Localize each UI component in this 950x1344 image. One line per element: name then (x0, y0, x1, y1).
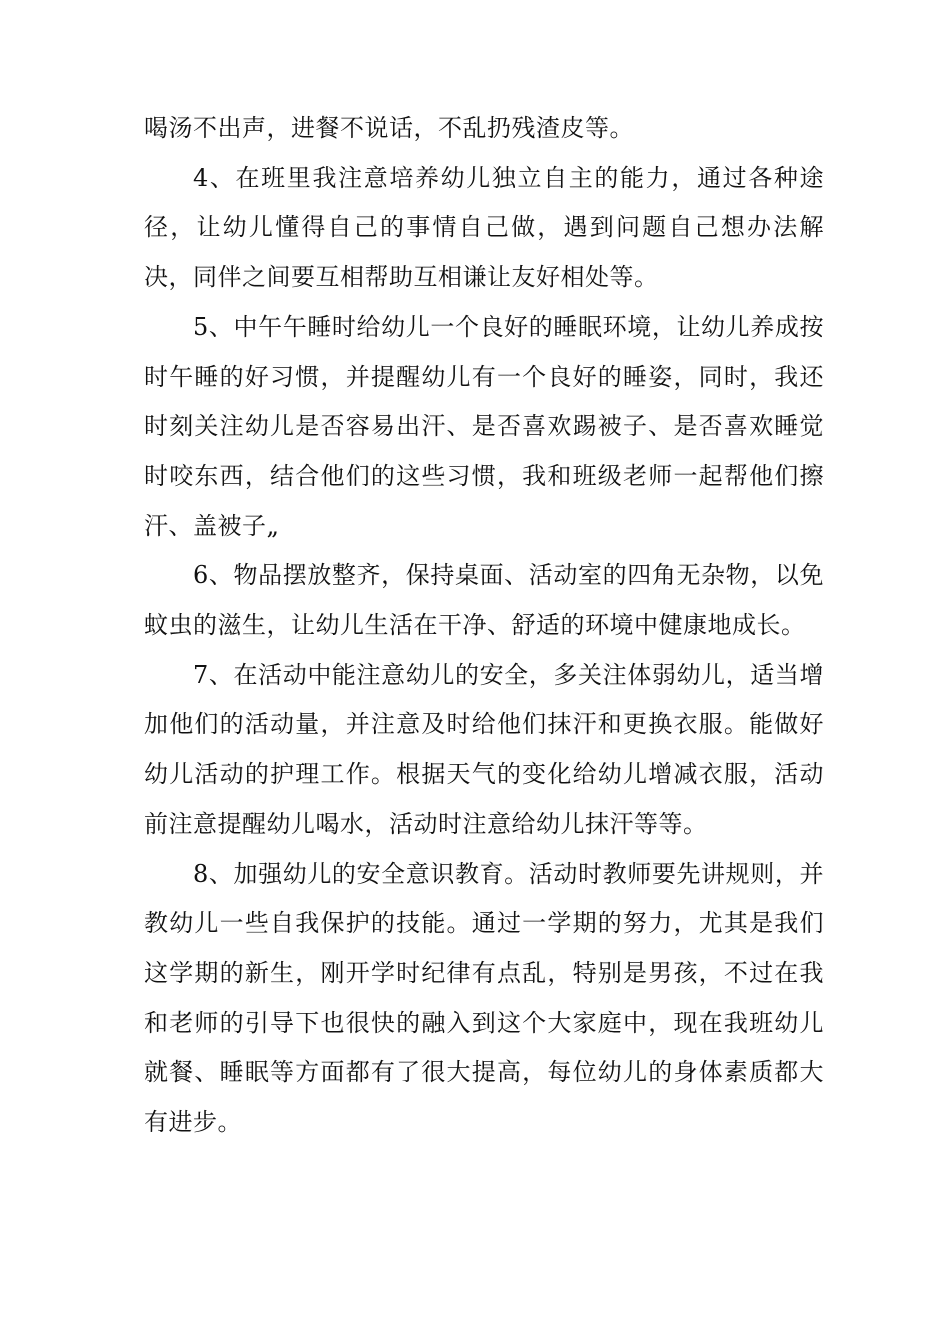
document-page (144, 104, 824, 1148)
paragraph-item-6: 6、物品摆放整齐，保持桌面、活动室的四角无杂物，以免蚊虫的滋生，让幼儿生活在干净、舒适的环境中健康地成长。 (144, 561, 824, 640)
paragraph-item-4: 4、在班里我注意培养幼儿独立自主的能力，通过各种途径，让幼儿懂得自己的事情自己做，遇到问题自己想办法解决，同伴之间要互相帮助互相谦让友好相处等。 (144, 163, 824, 292)
paragraph-item-8: 8、加强幼儿的安全意识教育。活动时教师要先讲规则，并教幼儿一些自我保护的技能。通过一学期的努力，尤其是我们这学期的新生，刚开学时纪律有点乱，特别是男孩，不过在我和老师的引导下也很快的融入到这个大家庭中，现在我班幼儿就餐、睡眠等方面都有了很大提高，每位幼儿的身体素质都大有进步。 (144, 859, 824, 1137)
paragraph-continued: 喝汤不出声，进餐不说话，不乱扔残渣皮等。 (144, 114, 634, 142)
paragraph-item-7: 7、在活动中能注意幼儿的安全，多关注体弱幼儿，适当增加他们的活动量，并注意及时给他们抹汗和更换衣服。能做好幼儿活动的护理工作。根据天气的变化给幼儿增减衣服，活动前注意提醒幼儿喝水，活动时注意给幼儿抹汗等等。 (144, 660, 824, 838)
paragraph-item-5: 5、中午午睡时给幼儿一个良好的睡眠环境，让幼儿养成按时午睡的好习惯，并提醒幼儿有一个良好的睡姿，同时，我还时刻关注幼儿是否容易出汗、是否喜欢踢被子、是否喜欢睡觉时咬东西，结合他们的这些习惯，我和班级老师一起帮他们擦汗、盖被子„ (144, 312, 824, 540)
